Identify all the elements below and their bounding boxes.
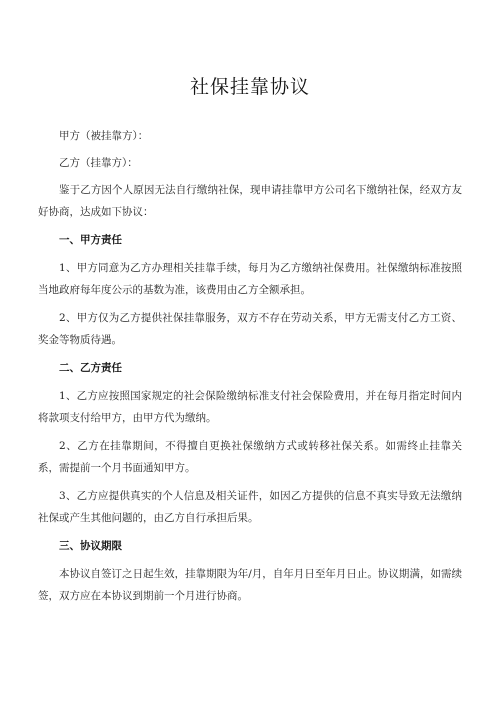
- clause-paragraph: 2、乙方在挂靠期间，不得擅自更换社保缴纳方式或转移社保关系。如需终止挂靠关系，需提前一个月书面通知甲方。: [38, 440, 462, 474]
- clause-paragraph: 1、乙方应按照国家规定的社会保险缴纳标准支付社会保险费用，并在每月指定时间内将款项支付给甲方，由甲方代为缴纳。: [38, 390, 462, 424]
- document-title: 社保挂靠协议: [189, 76, 310, 98]
- party-a-line: 甲方（被挂靠方）：: [59, 130, 149, 142]
- section-party-a-responsibilities: [38, 229, 462, 351]
- party-b-line: 乙方（挂靠方）：: [59, 157, 138, 169]
- section-heading: 二、乙方责任: [59, 362, 122, 374]
- preamble-paragraph: 鉴于乙方因个人原因无法自行缴纳社保，现申请挂靠甲方公司名下缴纳社保，经双方友好协商，达成如下协议：: [38, 184, 462, 218]
- clause-paragraph: 3、乙方应提供真实的个人信息及相关证件，如因乙方提供的信息不真实导致无法缴纳社保或产生其他问题的，由乙方自行承担后果。: [38, 490, 462, 524]
- section-agreement-term: [38, 535, 462, 607]
- clause-paragraph: 2、甲方仅为乙方提供社保挂靠服务，双方不存在劳动关系，甲方无需支付乙方工资、奖金等物质待遇。: [38, 312, 462, 346]
- clause-paragraph: 本协议自签订之日起生效，挂靠期限为年/月，自年月日至年月日止。协议期满，如需续签，双方应在本协议到期前一个月进行协商。: [38, 568, 462, 602]
- section-party-b-responsibilities: [38, 357, 462, 529]
- clause-paragraph: 1、甲方同意为乙方办理相关挂靠手续，每月为乙方缴纳社保费用。社保缴纳标准按照当地政府每年度公示的基数为准，该费用由乙方全额承担。: [38, 262, 462, 296]
- section-heading: 一、甲方责任: [59, 234, 122, 246]
- section-heading: 三、协议期限: [59, 540, 122, 552]
